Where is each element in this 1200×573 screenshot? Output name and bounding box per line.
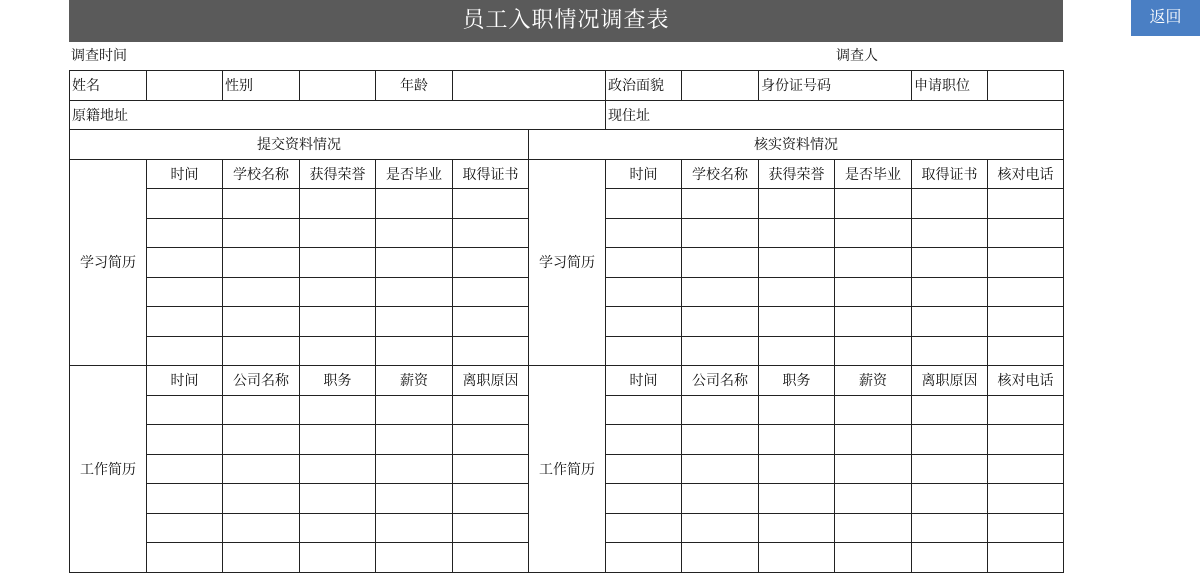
education-submitted-cell[interactable] [453, 307, 529, 337]
education-verified-cell[interactable] [759, 336, 835, 366]
work-verified-cell[interactable] [988, 454, 1064, 484]
education-verified-cell[interactable] [759, 248, 835, 278]
native-address-label: 原籍地址 [70, 100, 606, 130]
work-verified-cell[interactable] [759, 425, 835, 455]
education-verified-cell[interactable] [606, 336, 682, 366]
education-verified-cell[interactable] [759, 218, 835, 248]
education-submitted-cell[interactable] [453, 218, 529, 248]
education-submitted-cell[interactable] [376, 218, 453, 248]
education-submitted-cell[interactable] [147, 189, 223, 219]
education-verified-col-1: 学校名称 [682, 159, 759, 189]
id-number-label: 身份证号码 [759, 71, 912, 101]
work-verified-cell[interactable] [912, 484, 988, 514]
work-submitted-col-1: 公司名称 [223, 366, 300, 396]
education-verified-cell[interactable] [682, 336, 759, 366]
work-submitted-cell[interactable] [453, 543, 529, 573]
name-label: 姓名 [70, 71, 147, 101]
form-title: 员工入职情况调查表 [69, 0, 1063, 42]
work-verified-cell[interactable] [912, 395, 988, 425]
work-submitted-cell[interactable] [223, 425, 300, 455]
education-verified-cell[interactable] [988, 277, 1064, 307]
education-submitted-cell[interactable] [300, 218, 376, 248]
work-verified-cell[interactable] [606, 484, 682, 514]
work-submitted-cell[interactable] [376, 395, 453, 425]
education-verified-col-2: 获得荣誉 [759, 159, 835, 189]
position-cell[interactable] [988, 71, 1064, 101]
position-label: 申请职位 [912, 71, 988, 101]
education-verified-cell[interactable] [606, 218, 682, 248]
work-verified-cell[interactable] [988, 513, 1064, 543]
age-cell[interactable] [453, 71, 606, 101]
work-verified-col-5: 核对电话 [988, 366, 1064, 396]
education-submitted-cell[interactable] [376, 248, 453, 278]
work-submitted-col-0: 时间 [147, 366, 223, 396]
work-verified-cell[interactable] [988, 425, 1064, 455]
education-verified-cell[interactable] [988, 248, 1064, 278]
meta-row [69, 42, 1063, 70]
gender-cell[interactable] [300, 71, 376, 101]
education-verified-cell[interactable] [912, 189, 988, 219]
education-verified-cell[interactable] [606, 277, 682, 307]
work-verified-cell[interactable] [606, 454, 682, 484]
work-submitted-cell[interactable] [147, 454, 223, 484]
education-section-label-submitted: 学习简历 [70, 159, 147, 366]
education-verified-cell[interactable] [606, 248, 682, 278]
work-submitted-cell[interactable] [453, 484, 529, 514]
work-submitted-cell[interactable] [147, 543, 223, 573]
education-submitted-cell[interactable] [453, 248, 529, 278]
work-submitted-cell[interactable] [300, 543, 376, 573]
work-submitted-cell[interactable] [147, 425, 223, 455]
education-verified-cell[interactable] [835, 336, 912, 366]
education-submitted-cell[interactable] [147, 277, 223, 307]
work-submitted-cell[interactable] [453, 513, 529, 543]
work-verified-cell[interactable] [988, 395, 1064, 425]
back-button[interactable]: 返回 [1131, 0, 1200, 36]
section-header-row [70, 130, 1064, 160]
surveyor-label: 调查人 [836, 48, 878, 64]
work-verified-cell[interactable] [606, 395, 682, 425]
work-verified-cell[interactable] [682, 513, 759, 543]
education-submitted-cell[interactable] [223, 248, 300, 278]
work-submitted-cell[interactable] [376, 484, 453, 514]
education-submitted-cell[interactable] [147, 307, 223, 337]
work-verified-cell[interactable] [759, 484, 835, 514]
survey-table [69, 70, 1064, 573]
work-verified-cell[interactable] [988, 543, 1064, 573]
education-submitted-col-0: 时间 [147, 159, 223, 189]
personal-row-1 [70, 71, 1064, 101]
education-submitted-cell[interactable] [300, 307, 376, 337]
work-submitted-cell[interactable] [300, 454, 376, 484]
education-verified-col-4: 取得证书 [912, 159, 988, 189]
work-submitted-cell[interactable] [147, 513, 223, 543]
education-submitted-cell[interactable] [453, 336, 529, 366]
education-verified-cell[interactable] [912, 336, 988, 366]
work-submitted-cell[interactable] [147, 395, 223, 425]
education-verified-cell[interactable] [682, 277, 759, 307]
education-verified-cell[interactable] [912, 248, 988, 278]
work-verified-cell[interactable] [912, 425, 988, 455]
work-section-label-submitted: 工作简历 [70, 366, 147, 573]
work-verified-cell[interactable] [835, 484, 912, 514]
survey-time-label: 调查时间 [71, 48, 127, 64]
education-verified-cell[interactable] [988, 307, 1064, 337]
work-verified-cell[interactable] [835, 513, 912, 543]
work-verified-col-1: 公司名称 [682, 366, 759, 396]
work-submitted-cell[interactable] [223, 543, 300, 573]
work-verified-cell[interactable] [759, 513, 835, 543]
age-label: 年龄 [376, 71, 453, 101]
work-submitted-col-4: 离职原因 [453, 366, 529, 396]
education-verified-cell[interactable] [759, 277, 835, 307]
education-verified-cell[interactable] [988, 336, 1064, 366]
work-submitted-cell[interactable] [376, 425, 453, 455]
work-verified-cell[interactable] [912, 513, 988, 543]
work-submitted-cell[interactable] [376, 543, 453, 573]
work-verified-cell[interactable] [759, 543, 835, 573]
work-verified-cell[interactable] [759, 454, 835, 484]
education-submitted-col-1: 学校名称 [223, 159, 300, 189]
name-cell[interactable] [147, 71, 223, 101]
education-submitted-cell[interactable] [147, 248, 223, 278]
education-verified-cell[interactable] [682, 218, 759, 248]
work-verified-cell[interactable] [682, 543, 759, 573]
work-verified-cell[interactable] [759, 395, 835, 425]
work-submitted-cell[interactable] [223, 454, 300, 484]
education-section-label-verified: 学习简历 [529, 159, 606, 366]
education-verified-cell[interactable] [682, 307, 759, 337]
education-submitted-cell[interactable] [147, 218, 223, 248]
gender-label: 性别 [223, 71, 300, 101]
education-verified-col-3: 是否毕业 [835, 159, 912, 189]
education-submitted-cell[interactable] [300, 248, 376, 278]
education-submitted-col-2: 获得荣誉 [300, 159, 376, 189]
work-submitted-cell[interactable] [300, 484, 376, 514]
education-verified-cell[interactable] [988, 218, 1064, 248]
education-verified-cell[interactable] [988, 189, 1064, 219]
work-verified-cell[interactable] [835, 425, 912, 455]
work-submitted-cell[interactable] [147, 484, 223, 514]
work-verified-col-2: 职务 [759, 366, 835, 396]
work-verified-cell[interactable] [606, 513, 682, 543]
work-verified-cell[interactable] [682, 425, 759, 455]
work-submitted-cell[interactable] [453, 454, 529, 484]
survey-sheet [69, 0, 1063, 573]
work-verified-cell[interactable] [682, 454, 759, 484]
work-columns-row [70, 366, 1064, 396]
education-submitted-cell[interactable] [223, 307, 300, 337]
work-verified-col-4: 离职原因 [912, 366, 988, 396]
education-submitted-cell[interactable] [223, 218, 300, 248]
work-submitted-cell[interactable] [376, 454, 453, 484]
education-submitted-cell[interactable] [376, 307, 453, 337]
education-verified-cell[interactable] [835, 218, 912, 248]
work-verified-col-0: 时间 [606, 366, 682, 396]
education-verified-cell[interactable] [835, 307, 912, 337]
education-submitted-cell[interactable] [147, 336, 223, 366]
education-verified-cell[interactable] [912, 277, 988, 307]
education-verified-cell[interactable] [606, 189, 682, 219]
current-address-label: 现住址 [606, 100, 1064, 130]
education-submitted-cell[interactable] [453, 189, 529, 219]
education-submitted-cell[interactable] [453, 277, 529, 307]
work-verified-cell[interactable] [835, 454, 912, 484]
political-status-label: 政治面貌 [606, 71, 682, 101]
education-verified-col-0: 时间 [606, 159, 682, 189]
political-status-cell[interactable] [682, 71, 759, 101]
education-verified-cell[interactable] [835, 189, 912, 219]
work-submitted-cell[interactable] [223, 484, 300, 514]
work-verified-cell[interactable] [988, 484, 1064, 514]
work-submitted-cell[interactable] [300, 425, 376, 455]
work-submitted-col-2: 职务 [300, 366, 376, 396]
education-verified-cell[interactable] [682, 248, 759, 278]
education-verified-cell[interactable] [606, 307, 682, 337]
education-verified-cell[interactable] [912, 307, 988, 337]
education-verified-cell[interactable] [912, 218, 988, 248]
education-submitted-col-3: 是否毕业 [376, 159, 453, 189]
submitted-header: 提交资料情况 [70, 130, 529, 160]
work-submitted-cell[interactable] [300, 513, 376, 543]
work-verified-cell[interactable] [912, 454, 988, 484]
education-submitted-cell[interactable] [376, 336, 453, 366]
education-submitted-cell[interactable] [223, 189, 300, 219]
education-submitted-cell[interactable] [376, 277, 453, 307]
work-submitted-cell[interactable] [376, 513, 453, 543]
work-submitted-col-3: 薪资 [376, 366, 453, 396]
work-verified-cell[interactable] [835, 543, 912, 573]
work-verified-cell[interactable] [682, 484, 759, 514]
work-verified-cell[interactable] [835, 395, 912, 425]
work-submitted-cell[interactable] [300, 395, 376, 425]
work-submitted-cell[interactable] [223, 395, 300, 425]
work-verified-cell[interactable] [912, 543, 988, 573]
work-verified-col-3: 薪资 [835, 366, 912, 396]
work-submitted-cell[interactable] [453, 425, 529, 455]
work-verified-cell[interactable] [682, 395, 759, 425]
education-verified-col-5: 核对电话 [988, 159, 1064, 189]
education-submitted-cell[interactable] [223, 336, 300, 366]
work-section-label-verified: 工作简历 [529, 366, 606, 573]
education-verified-cell[interactable] [759, 189, 835, 219]
verified-header: 核实资料情况 [529, 130, 1064, 160]
education-submitted-cell[interactable] [376, 189, 453, 219]
education-submitted-cell[interactable] [300, 336, 376, 366]
education-columns-row [70, 159, 1064, 189]
education-verified-cell[interactable] [835, 277, 912, 307]
education-submitted-cell[interactable] [223, 277, 300, 307]
education-verified-cell[interactable] [759, 307, 835, 337]
education-submitted-cell[interactable] [300, 277, 376, 307]
work-submitted-cell[interactable] [453, 395, 529, 425]
work-verified-cell[interactable] [606, 543, 682, 573]
education-verified-cell[interactable] [835, 248, 912, 278]
work-verified-cell[interactable] [606, 425, 682, 455]
personal-row-2 [70, 100, 1064, 130]
education-submitted-col-4: 取得证书 [453, 159, 529, 189]
education-verified-cell[interactable] [682, 189, 759, 219]
education-submitted-cell[interactable] [300, 189, 376, 219]
work-submitted-cell[interactable] [223, 513, 300, 543]
